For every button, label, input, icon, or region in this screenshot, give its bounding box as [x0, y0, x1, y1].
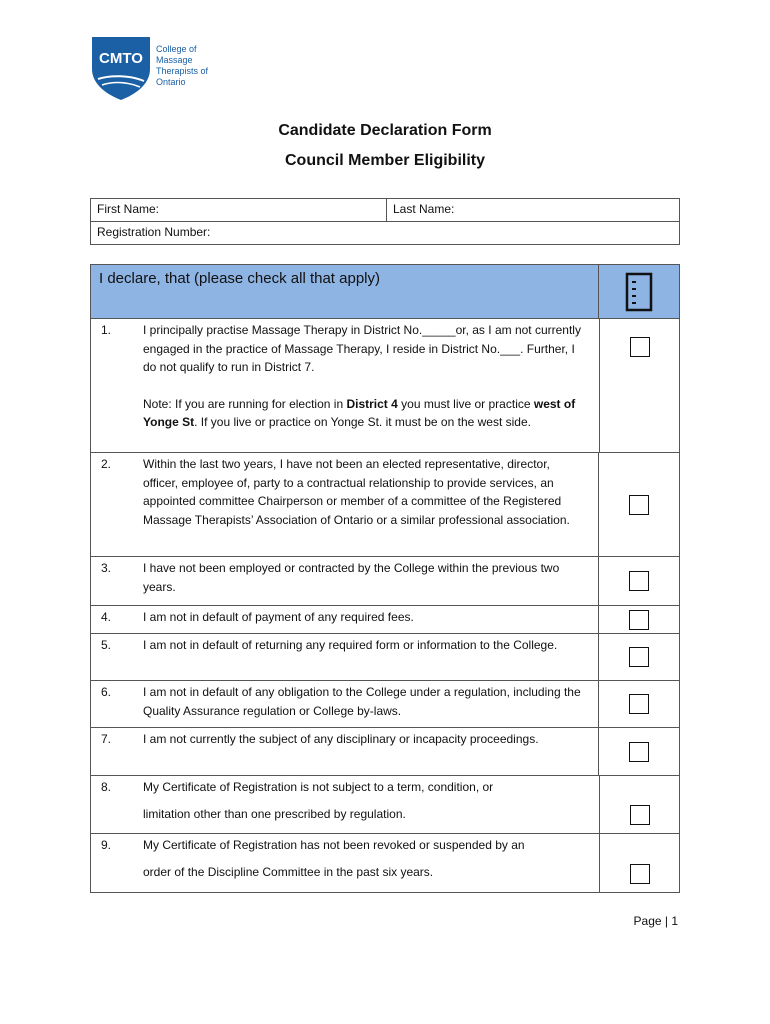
item-text-block — [143, 834, 599, 892]
item-text-block — [143, 776, 599, 833]
cmto-logo — [90, 35, 230, 105]
checkbox-cell — [598, 606, 679, 633]
item-number: 6. — [101, 685, 112, 699]
note-bold-district: District 4 — [346, 396, 398, 411]
note-mid: you must live or practice — [397, 396, 534, 411]
item-text-continued: limitation other than one prescribed by regulation. — [143, 806, 406, 821]
cmto-shield-icon — [90, 35, 152, 101]
checkbox-cell — [599, 776, 679, 833]
registration-number-field[interactable]: Registration Number: — [97, 225, 211, 239]
note-prefix: Note: If you are running for election in — [143, 396, 347, 411]
item-number: 5. — [101, 638, 112, 652]
declaration-row — [91, 634, 679, 681]
header-icon-cell — [598, 265, 679, 318]
item-text: I have not been employed or contracted by the College within the previous two years. — [143, 561, 560, 594]
declaration-row — [91, 557, 679, 606]
note-suffix: . If you live or practice on Yonge St. it must be on the west side. — [194, 415, 531, 429]
checkbox-cell — [598, 681, 679, 727]
checkbox-cell — [599, 834, 679, 892]
logo-line: College of — [156, 44, 197, 54]
item-text: My Certificate of Registration has not been revoked or suspended by an — [143, 838, 525, 852]
item-number: 7. — [101, 732, 112, 746]
checkbox-cell — [598, 634, 679, 680]
item-7-checkbox[interactable] — [629, 742, 649, 762]
form-subtitle: Council Member Eligibility — [284, 152, 486, 169]
item-6-checkbox[interactable] — [629, 694, 649, 714]
first-name-field[interactable]: First Name: — [91, 199, 387, 221]
item-1-checkbox[interactable] — [630, 337, 650, 357]
item-9-checkbox[interactable] — [630, 864, 650, 884]
declaration-header-text: I declare, that (please check all that apply) — [99, 270, 380, 287]
declaration-row — [91, 319, 679, 453]
declaration-row — [91, 834, 679, 892]
item-text: My Certificate of Registration is not subject to a term, condition, or — [143, 780, 494, 794]
item-text: Within the last two years, I have not been an elected representative, director, officer, employee of, party to a contractual relationship to provide services, an appointed committee Chairperson or member of a committee of the Registered Massage Therapists’ Association of Ontario or a similar professional association. — [143, 457, 570, 527]
item-4-checkbox[interactable] — [629, 610, 649, 630]
logo-line: Ontario — [156, 77, 186, 87]
declaration-row — [91, 728, 679, 776]
item-number: 1. — [101, 323, 112, 337]
logo-abbr: CMTO — [99, 50, 143, 67]
checkbox-cell — [598, 557, 679, 605]
item-text: I principally practise Massage Therapy in District No._____or, as I am not currently engaged in the practice of Massage Therapy, I reside in District No.___. Further, I do not qualify to run in District 7. — [143, 323, 581, 374]
note-bold-street: west of Yonge St — [143, 396, 576, 429]
item-number: 4. — [101, 610, 112, 624]
item-5-checkbox[interactable] — [629, 647, 649, 667]
item-number: 2. — [101, 457, 112, 471]
declaration-table — [90, 264, 680, 893]
item-2-checkbox[interactable] — [629, 495, 649, 515]
page-number: Page | 1 — [633, 914, 678, 928]
checkbox-cell — [598, 453, 679, 556]
declaration-row — [91, 453, 679, 557]
declaration-header — [91, 265, 679, 319]
item-text-block — [143, 319, 599, 452]
declaration-row — [91, 606, 679, 634]
form-title: Candidate Declaration Form — [278, 122, 492, 139]
item-number: 8. — [101, 780, 112, 794]
item-text: I am not in default of returning any required form or information to the College. — [143, 638, 558, 652]
item-number: 3. — [101, 561, 112, 575]
checkbox-cell — [599, 319, 679, 452]
checklist-icon — [624, 272, 654, 312]
registration-row — [91, 222, 679, 244]
logo-text — [156, 44, 208, 88]
declaration-row — [91, 681, 679, 728]
logo-line: Massage — [156, 55, 193, 65]
item-number: 9. — [101, 838, 112, 852]
name-row — [91, 199, 679, 222]
item-text: I am not currently the subject of any disciplinary or incapacity proceedings. — [143, 732, 539, 746]
district-note — [143, 395, 589, 432]
item-8-checkbox[interactable] — [630, 805, 650, 825]
item-text: I am not in default of any obligation to the College under a regulation, including the Quality Assurance regulation or College by-laws. — [143, 685, 581, 718]
candidate-info-table — [90, 198, 680, 245]
checkbox-cell — [598, 728, 679, 775]
declaration-row — [91, 776, 679, 834]
logo-line: Therapists of — [156, 66, 209, 76]
item-text: I am not in default of payment of any required fees. — [143, 610, 414, 624]
item-3-checkbox[interactable] — [629, 571, 649, 591]
item-text-continued: order of the Discipline Committee in the past six years. — [143, 864, 434, 879]
last-name-field[interactable]: Last Name: — [393, 202, 455, 216]
